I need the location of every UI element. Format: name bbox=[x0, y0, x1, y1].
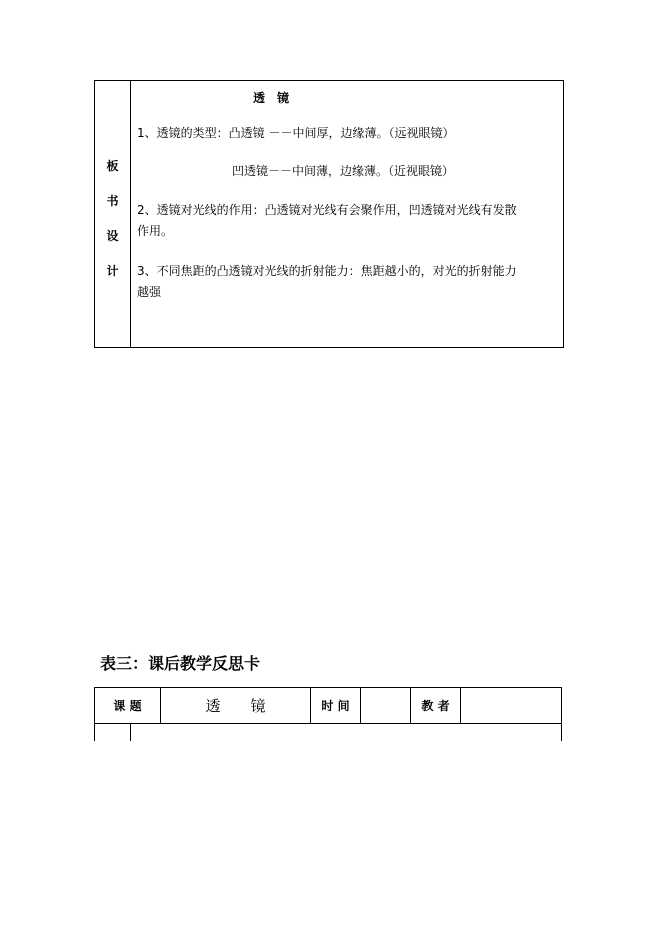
board-design-content bbox=[131, 81, 563, 347]
topic-value: 透 镜 bbox=[161, 688, 311, 723]
side-char-1: 板 bbox=[106, 159, 119, 173]
side-char-2: 书 bbox=[106, 194, 119, 208]
time-label: 时 间 bbox=[311, 688, 361, 723]
board-title: 透 镜 bbox=[253, 91, 290, 105]
board-line-4: 3、不同焦距的凸透镜对光线的折射能力：焦距越小的，对光的折射能力 bbox=[137, 264, 517, 278]
reflection-table bbox=[94, 687, 562, 747]
reflection-body-divider bbox=[130, 723, 131, 741]
board-design-side-label bbox=[95, 81, 131, 347]
time-value bbox=[361, 688, 411, 723]
board-line-1: 1、透镜的类型：凸透镜 －－中间厚，边缘薄。（远视眼镜） bbox=[137, 126, 455, 140]
board-line-2: 凹透镜－－中间薄，边缘薄。（近视眼镜） bbox=[232, 164, 455, 178]
reflection-heading: 表三：课后教学反思卡 bbox=[100, 654, 261, 673]
teacher-value bbox=[461, 688, 561, 723]
teacher-label: 教 者 bbox=[411, 688, 461, 723]
board-design-table bbox=[94, 80, 564, 348]
board-line-3: 2、透镜对光线的作用：凸透镜对光线有会聚作用，凹透镜对光线有发散 bbox=[137, 203, 517, 217]
side-char-3: 设 bbox=[106, 229, 119, 243]
board-line-4b: 越强 bbox=[137, 285, 162, 299]
reflection-body-row bbox=[94, 723, 562, 741]
side-char-4: 计 bbox=[106, 264, 119, 278]
topic-label: 课 题 bbox=[95, 688, 161, 723]
board-line-3b: 作用。 bbox=[137, 224, 174, 238]
reflection-header-row bbox=[94, 687, 562, 724]
